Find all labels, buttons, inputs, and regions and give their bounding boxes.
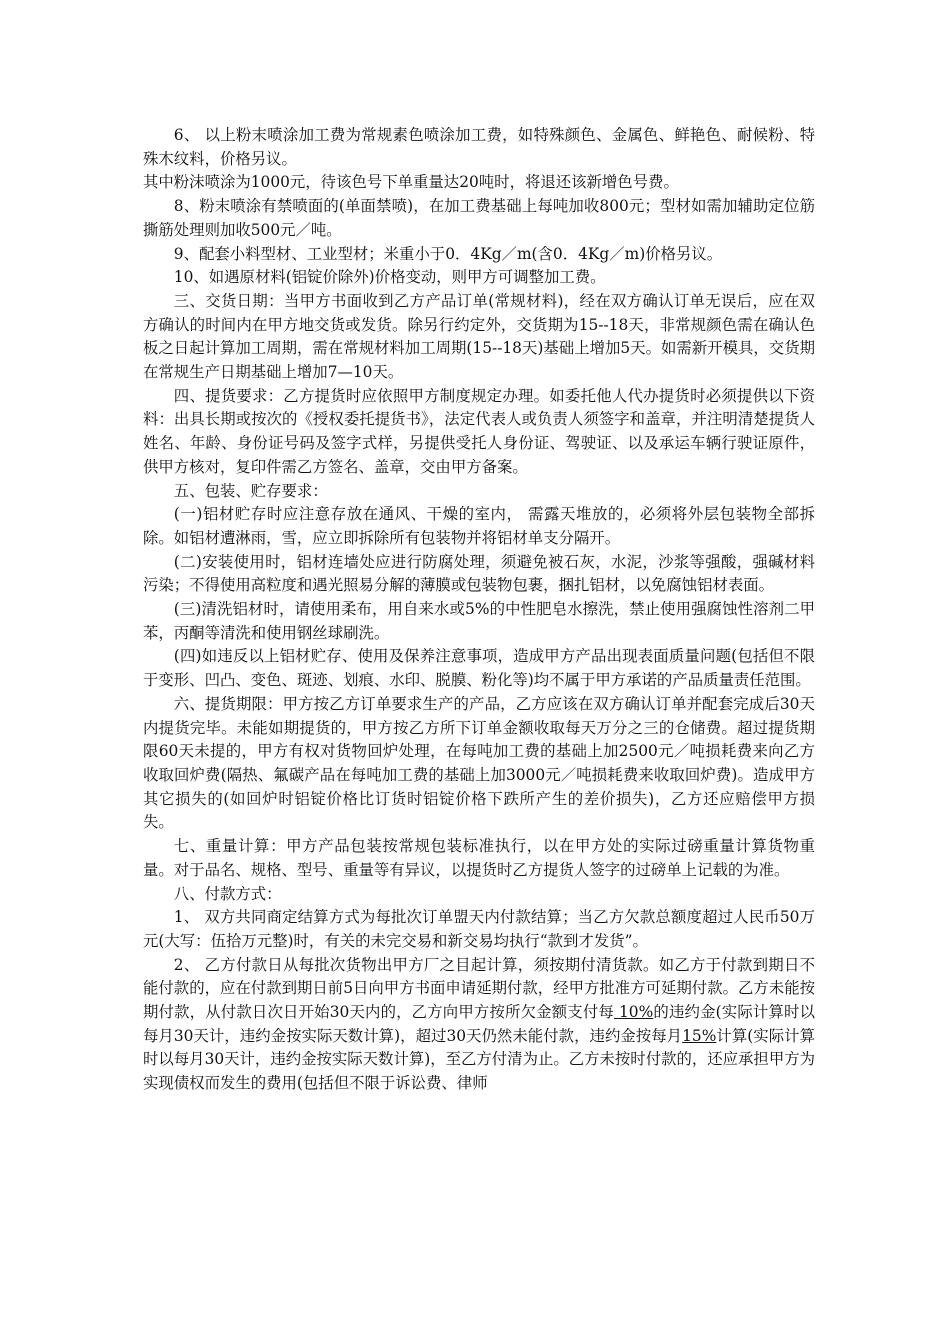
section-5-item-2: (二)安装使用时，铝材连墙处应进行防腐处理，须避免被石灰，水泥，沙浆等强酸，强碱材料污染；不得使用高粒度和遇光照易分解的薄膜或包装物包裹，捆扎铝材，以免腐蚀铝材表面。 [143,552,815,595]
section-3-delivery-date: 三、交货日期：当甲方书面收到乙方产品订单(常规材料)，经在双方确认订单无误后，应在双方确认的时间内在甲方地交货或发货。除另行约定外，交货期为15--18天，非常规颜色需在确认色板之日起计算加工周期，需在常规材料加工周期(15--18天)基础上增加5天。如需新开模具，交货期在常规生产日期基础上增加7—10天。 [143,291,815,382]
section-5-item-1: (一)铝材贮存时应注意存放在通风、干燥的室内， 需露天堆放的，必须将外层包装物全部拆除。如铝材遭淋雨，雪，应立即拆除所有包装物并将铝材单支分隔开。 [143,505,815,547]
item-2-text-c: 计算(实际计算时以每月30天计，违约金按实际天数计算)，至乙方付清为止。乙方未按时付款的，还应承担甲方为实现债权而发生的费用(包括但不限于诉讼费、律师 [143,1026,815,1093]
paragraph-9-small-profiles: 9、配套小料型材、工业型材；米重小于0．4Kg／m(含0．4Kg／m)价格另议。 [173,244,723,263]
section-8-item-2 [143,954,815,1096]
section-7-weight-calculation: 七、重量计算：甲方产品包装按常规包装标准执行，以在甲方处的实际过磅重量计算货物重量。对于品名、规格、型号、重量等有异议，以提货时乙方提货人签字的过磅单上记载的为准。 [143,837,815,879]
penalty-rate-underlined: 10% [613,1003,654,1022]
section-5-item-4: (四)如违反以上铝材贮存、使用及保养注意事项，造成甲方产品出现表面质量问题(包括但不限于变形、凹凸、变色、斑迹、划痕、水印、脱膜、粉化等)均不属于甲方承诺的产品质量责任范围。 [143,647,815,690]
section-6-pickup-deadline: 六、提货期限：甲方按乙方订单要求生产的产品，乙方应该在双方确认订单并配套完成后30天内提货完毕。未能如期提货的，甲方按乙方所下订单金额收取每天万分之三的仓储费。超过提货期限60天未提的，甲方有权对货物回炉处理，在每吨加工费的基础上加2500元／吨损耗费来向乙方收取回炉费(隔热、氟碳产品在每吨加工费的基础上加3000元／吨损耗费来收取回炉费)。造成甲方其它损失的(如回炉时铝锭价格比订货时铝锭价格下跌所产生的差价损失)，乙方还应赔偿甲方损失。 [143,694,815,832]
section-5-heading: 五、包装、贮存要求： [173,481,328,500]
section-5-item-3: (三)清洗铝材时，请使用柔布，用自来水或5%的中性肥皂水擦洗，禁止使用强腐蚀性溶剂二甲苯，丙酮等清洗和使用钢丝球刷洗。 [143,600,815,642]
monthly-rate-underlined: 15% [682,1026,717,1045]
item-2-text-b: 的违约金(实际计算时以每月30天计，违约金按实际天数计算)，超过30天仍然未能付款，违约金按每月 [143,1003,815,1045]
paragraph-10-price-change: 10、如遇原材料(铝锭价除外)价格变动，则甲方可调整加工费。 [173,268,606,287]
document-body [143,124,815,1096]
paragraph-8-prohibited-surface: 8、粉末喷涂有禁喷面的(单面禁喷)，在加工费基础上每吨加收800元；型材如需加辅助定位筋撕筋处理则加收500元／吨。 [143,197,815,239]
paragraph-6-powder-coating: 6、 以上粉末喷涂加工费为常规素色喷涂加工费，如特殊颜色、金属色、鲜艳色、耐候粉、特殊木纹料，价格另议。 [143,126,815,168]
section-8-heading: 八、付款方式： [173,884,282,903]
section-4-pickup-requirements: 四、提货要求：乙方提货时应依照甲方制度规定办理。如委托他人代办提货时必须提供以下资料：出具长期或按次的《授权委托提货书》，法定代表人或负责人须签字和盖章，并注明清楚提货人姓名、年龄、身份证号码及签字式样，另提供受托人身份证、驾驶证、以及承运车辆行驶证原件，供甲方核对，复印件需乙方签名、盖章，交由甲方备案。 [143,386,815,476]
paragraph-color-fee: 其中粉沫喷涂为1000元，待该色号下单重量达20吨时，将退还该新增色号费。 [143,173,679,192]
item-2-text-a: 2、 乙方付款日从每批次货物出甲方厂之目起计算，须按期付清货款。如乙方于付款到期日不能付款的，应在付款到期日前5日向甲方书面申请延期付款，经甲方批准方可延期付款。乙方未能按期付款，从付款日次日开始30天内的，乙方向甲方按所欠金额支付每 [143,955,815,1022]
section-8-item-1: 1、 双方共同商定结算方式为每批次订单盟天内付款结算；当乙方欠款总额度超过人民币50万元(大写：伍拾万元整)时，有关的未完交易和新交易均执行“款到才发货”。 [143,908,815,950]
